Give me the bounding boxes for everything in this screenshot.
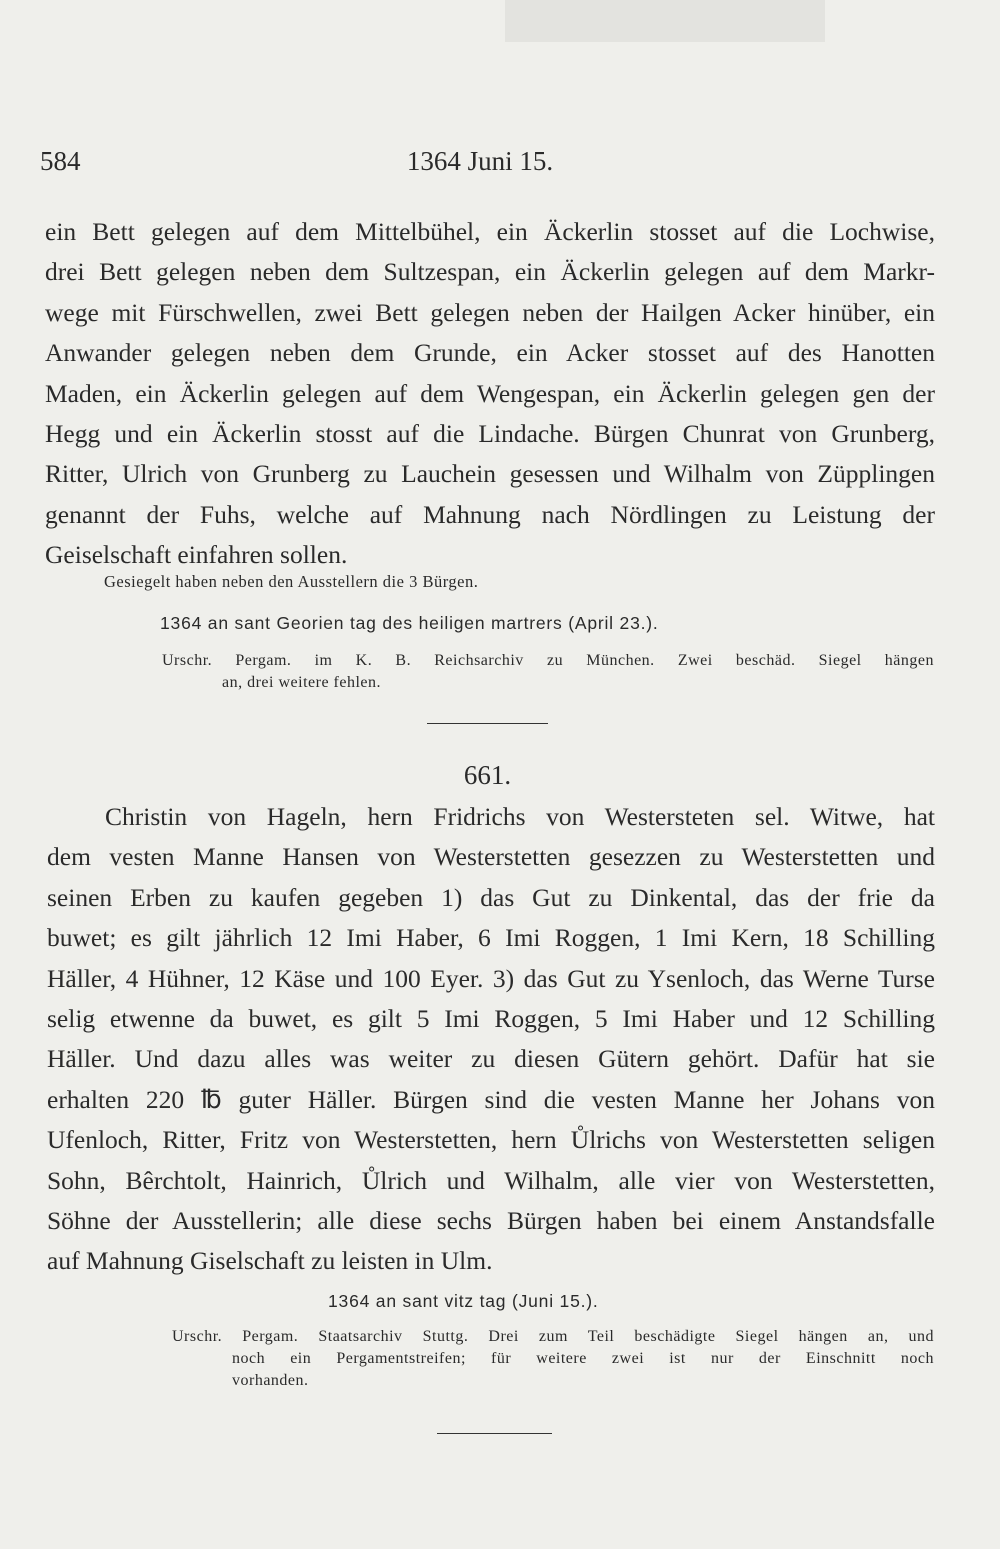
section-divider xyxy=(437,1433,552,1434)
text-line: Geiselschaft einfahren sollen. xyxy=(45,540,348,570)
text-line: genannt der Fuhs, welche auf Mahnung nach Nördlingen zu Leistung der xyxy=(45,499,935,529)
page-header xyxy=(40,146,940,182)
seal-note: Gesiegelt haben neben den Ausstellern die 3 Bürgen. xyxy=(104,572,479,591)
text-line: dem vesten Manne Hansen von Westerstetten gesezzen zu Westerstetten und xyxy=(47,842,935,872)
source-line: vorhanden. xyxy=(232,1372,309,1389)
text-line: seinen Erben zu kaufen gegeben 1) das Gut zu Dinkental, das der frie da xyxy=(47,882,935,912)
source-line: Urschr. Pergam. Staatsarchiv Stuttg. Drei zum Teil beschädigte Siegel hängen an, und xyxy=(172,1328,934,1345)
text-line: Sohn, Bêrchtolt, Hainrich, Ůlrich und Wilhalm, alle vier von Westerstetten, xyxy=(47,1165,935,1195)
source-line: an, drei weitere fehlen. xyxy=(222,674,382,691)
section-divider xyxy=(427,723,548,724)
source-note xyxy=(162,650,934,694)
source-line: Urschr. Pergam. im K. B. Reichsarchiv zu München. Zwei beschäd. Siegel hängen xyxy=(162,652,934,669)
running-title: 1364 Juni 15. xyxy=(406,146,554,176)
scan-artifact xyxy=(505,0,825,42)
text-line: ein Bett gelegen auf dem Mittelbühel, ein Äckerlin stosset auf die Lochwise, xyxy=(45,217,935,246)
text-line: Söhne der Ausstellerin; alle diese sechs Bürgen haben bei einem Anstandsfalle xyxy=(47,1206,935,1236)
entry-number: 661. xyxy=(463,760,512,790)
text-line: drei Bett gelegen neben dem Sultzespan, ein Äckerlin gelegen auf dem Markr- xyxy=(45,257,935,287)
text-line: Christin von Hageln, hern Fridrichs von Westersteten sel. Witwe, hat xyxy=(105,802,935,831)
text-line: Maden, ein Äckerlin gelegen auf dem Wengespan, ein Äckerlin gelegen gen der xyxy=(45,378,935,408)
text-line: Hegg und ein Äckerlin stosst auf die Lindache. Bürgen Chunrat von Grunberg, xyxy=(45,419,935,449)
text-line: auf Mahnung Giselschaft zu leisten in Ulm. xyxy=(47,1246,493,1276)
text-line: selig etwenne da buwet, es gilt 5 Imi Roggen, 5 Imi Haber und 12 Schilling xyxy=(47,1004,935,1034)
source-note xyxy=(172,1326,934,1392)
text-line: Ritter, Ulrich von Grunberg zu Lauchein gesessen und Wilhalm von Züpplingen xyxy=(45,459,935,489)
text-line: Anwander gelegen neben dem Grunde, ein Acker stosset auf des Hanotten xyxy=(45,338,935,368)
issue-date-line: 1364 an sant Georien tag des heiligen martrers (April 23.). xyxy=(160,613,659,633)
text-line: wege mit Fürschwellen, zwei Bett gelegen neben der Hailgen Acker hinüber, ein xyxy=(45,297,935,327)
text-line: Ufenloch, Ritter, Fritz von Westerstetten, hern Ůlrichs von Westerstetten seligen xyxy=(47,1125,935,1155)
source-line: noch ein Pergamentstreifen; für weitere zwei ist nur der Einschnitt noch xyxy=(232,1350,934,1367)
text-line: buwet; es gilt jährlich 12 Imi Haber, 6 Imi Roggen, 1 Imi Kern, 18 Schilling xyxy=(47,923,935,953)
issue-date-line: 1364 an sant vitz tag (Juni 15.). xyxy=(328,1291,599,1311)
entry-661-text xyxy=(47,797,935,1282)
text-line: erhalten 220 ℔ guter Häller. Bürgen sind die vesten Manne her Johans von xyxy=(47,1084,935,1114)
page-number: 584 xyxy=(40,146,81,176)
text-line: Häller, 4 Hühner, 12 Käse und 100 Eyer. 3) das Gut zu Ysenloch, das Werne Turse xyxy=(47,963,935,993)
text-line: Häller. Und dazu alles was weiter zu diesen Gütern gehört. Dafür hat sie xyxy=(47,1044,935,1074)
entry-660-text xyxy=(45,212,935,576)
